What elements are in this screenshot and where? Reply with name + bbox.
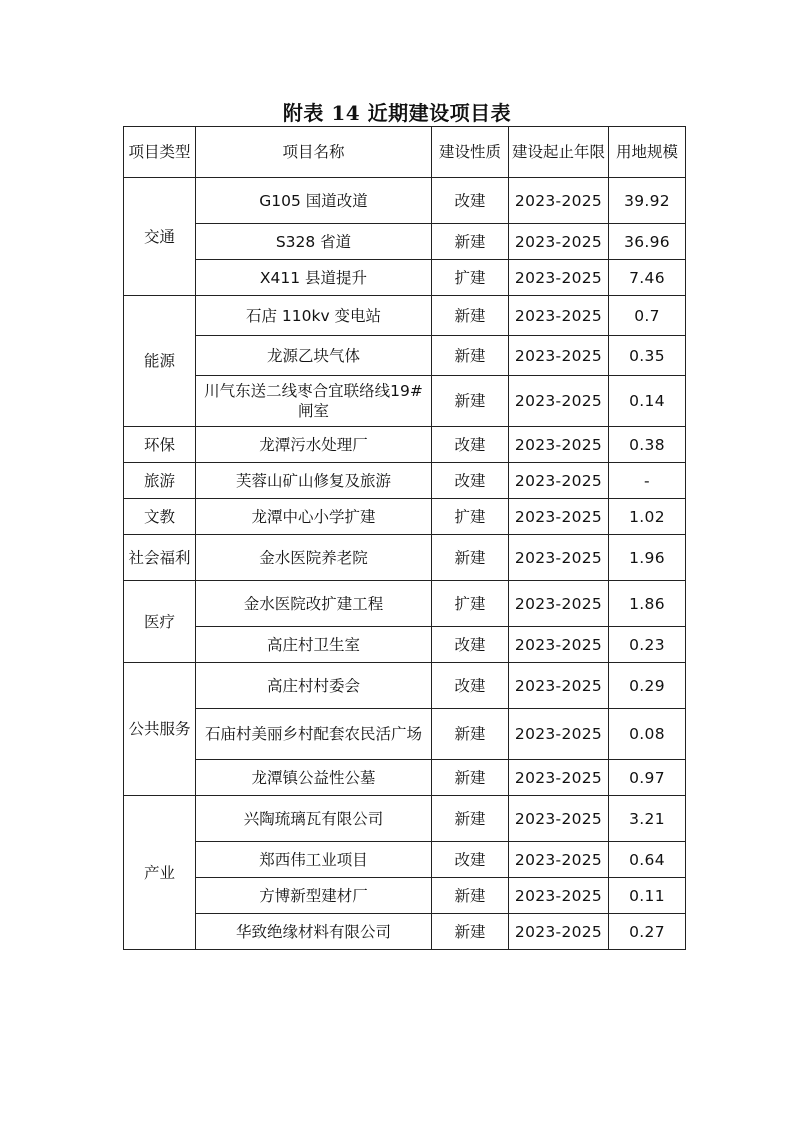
project-name-cell: X411 县道提升 xyxy=(196,260,432,296)
period-cell: 2023-2025 xyxy=(509,178,609,224)
table-row xyxy=(124,796,686,842)
nature-cell: 新建 xyxy=(432,760,509,796)
project-name-cell: G105 国道改道 xyxy=(196,178,432,224)
period-cell: 2023-2025 xyxy=(509,796,609,842)
project-name-cell: 龙潭镇公益性公墓 xyxy=(196,760,432,796)
category-cell: 医疗 xyxy=(124,581,196,663)
project-name-cell: 龙潭中心小学扩建 xyxy=(196,499,432,535)
area-cell: 0.08 xyxy=(609,709,686,760)
period-cell: 2023-2025 xyxy=(509,427,609,463)
period-cell: 2023-2025 xyxy=(509,336,609,376)
nature-cell: 改建 xyxy=(432,842,509,878)
table-row xyxy=(124,178,686,224)
period-cell: 2023-2025 xyxy=(509,709,609,760)
table-row xyxy=(124,296,686,336)
table-row xyxy=(124,627,686,663)
nature-cell: 扩建 xyxy=(432,499,509,535)
area-cell: 0.14 xyxy=(609,376,686,427)
nature-cell: 新建 xyxy=(432,535,509,581)
category-cell: 文教 xyxy=(124,499,196,535)
area-cell: 0.38 xyxy=(609,427,686,463)
area-cell: 1.02 xyxy=(609,499,686,535)
nature-cell: 新建 xyxy=(432,224,509,260)
construction-projects-table xyxy=(123,126,686,950)
nature-cell: 新建 xyxy=(432,336,509,376)
table-row xyxy=(124,914,686,950)
table-row xyxy=(124,878,686,914)
area-cell: 1.96 xyxy=(609,535,686,581)
table-row xyxy=(124,427,686,463)
period-cell: 2023-2025 xyxy=(509,842,609,878)
nature-cell: 改建 xyxy=(432,463,509,499)
header-area: 用地规模 xyxy=(609,127,686,178)
nature-cell: 新建 xyxy=(432,796,509,842)
area-cell: 0.23 xyxy=(609,627,686,663)
project-name-cell: 金水医院养老院 xyxy=(196,535,432,581)
project-name-cell: 龙源乙块气体 xyxy=(196,336,432,376)
project-name-cell: 兴陶琉璃瓦有限公司 xyxy=(196,796,432,842)
project-name-cell: S328 省道 xyxy=(196,224,432,260)
table-row xyxy=(124,760,686,796)
table-body xyxy=(124,178,686,950)
project-name-cell: 高庄村卫生室 xyxy=(196,627,432,663)
table-row xyxy=(124,463,686,499)
nature-cell: 改建 xyxy=(432,627,509,663)
page-title: 附表 14 近期建设项目表 xyxy=(282,101,512,125)
period-cell: 2023-2025 xyxy=(509,499,609,535)
project-name-cell: 川气东送二线枣合宜联络线19#闸室 xyxy=(196,376,432,427)
table-row xyxy=(124,842,686,878)
period-cell: 2023-2025 xyxy=(509,463,609,499)
period-cell: 2023-2025 xyxy=(509,376,609,427)
nature-cell: 新建 xyxy=(432,914,509,950)
project-name-cell: 金水医院改扩建工程 xyxy=(196,581,432,627)
table-row xyxy=(124,663,686,709)
category-cell: 公共服务 xyxy=(124,663,196,796)
table-header-row xyxy=(124,127,686,178)
table-row xyxy=(124,709,686,760)
category-cell: 能源 xyxy=(124,296,196,427)
project-name-cell: 华致绝缘材料有限公司 xyxy=(196,914,432,950)
period-cell: 2023-2025 xyxy=(509,914,609,950)
period-cell: 2023-2025 xyxy=(509,878,609,914)
period-cell: 2023-2025 xyxy=(509,296,609,336)
period-cell: 2023-2025 xyxy=(509,260,609,296)
area-cell: 3.21 xyxy=(609,796,686,842)
area-cell: 39.92 xyxy=(609,178,686,224)
nature-cell: 扩建 xyxy=(432,581,509,627)
project-name-cell: 高庄村村委会 xyxy=(196,663,432,709)
area-cell: 0.27 xyxy=(609,914,686,950)
table-row xyxy=(124,260,686,296)
table-row xyxy=(124,336,686,376)
table-row xyxy=(124,499,686,535)
project-name-cell: 石庙村美丽乡村配套农民活广场 xyxy=(196,709,432,760)
area-cell: 36.96 xyxy=(609,224,686,260)
category-cell: 产业 xyxy=(124,796,196,950)
nature-cell: 改建 xyxy=(432,663,509,709)
nature-cell: 改建 xyxy=(432,178,509,224)
area-cell: 0.97 xyxy=(609,760,686,796)
table-row xyxy=(124,376,686,427)
nature-cell: 改建 xyxy=(432,427,509,463)
header-period: 建设起止年限 xyxy=(509,127,609,178)
area-cell: 7.46 xyxy=(609,260,686,296)
area-cell: 0.11 xyxy=(609,878,686,914)
nature-cell: 新建 xyxy=(432,296,509,336)
project-name-cell: 龙潭污水处理厂 xyxy=(196,427,432,463)
area-cell: 0.64 xyxy=(609,842,686,878)
project-name-cell: 芙蓉山矿山修复及旅游 xyxy=(196,463,432,499)
table-row xyxy=(124,224,686,260)
area-cell: 0.29 xyxy=(609,663,686,709)
area-cell: - xyxy=(609,463,686,499)
area-cell: 0.35 xyxy=(609,336,686,376)
category-cell: 交通 xyxy=(124,178,196,296)
category-cell: 社会福利 xyxy=(124,535,196,581)
period-cell: 2023-2025 xyxy=(509,224,609,260)
table-row xyxy=(124,535,686,581)
nature-cell: 新建 xyxy=(432,878,509,914)
header-category: 项目类型 xyxy=(124,127,196,178)
header-nature: 建设性质 xyxy=(432,127,509,178)
period-cell: 2023-2025 xyxy=(509,663,609,709)
nature-cell: 扩建 xyxy=(432,260,509,296)
area-cell: 0.7 xyxy=(609,296,686,336)
project-name-cell: 郑西伟工业项目 xyxy=(196,842,432,878)
area-cell: 1.86 xyxy=(609,581,686,627)
header-project-name: 项目名称 xyxy=(196,127,432,178)
nature-cell: 新建 xyxy=(432,709,509,760)
category-cell: 环保 xyxy=(124,427,196,463)
nature-cell: 新建 xyxy=(432,376,509,427)
category-cell: 旅游 xyxy=(124,463,196,499)
table-row xyxy=(124,581,686,627)
project-name-cell: 石店 110kv 变电站 xyxy=(196,296,432,336)
project-name-cell: 方博新型建材厂 xyxy=(196,878,432,914)
period-cell: 2023-2025 xyxy=(509,581,609,627)
period-cell: 2023-2025 xyxy=(509,535,609,581)
period-cell: 2023-2025 xyxy=(509,760,609,796)
period-cell: 2023-2025 xyxy=(509,627,609,663)
